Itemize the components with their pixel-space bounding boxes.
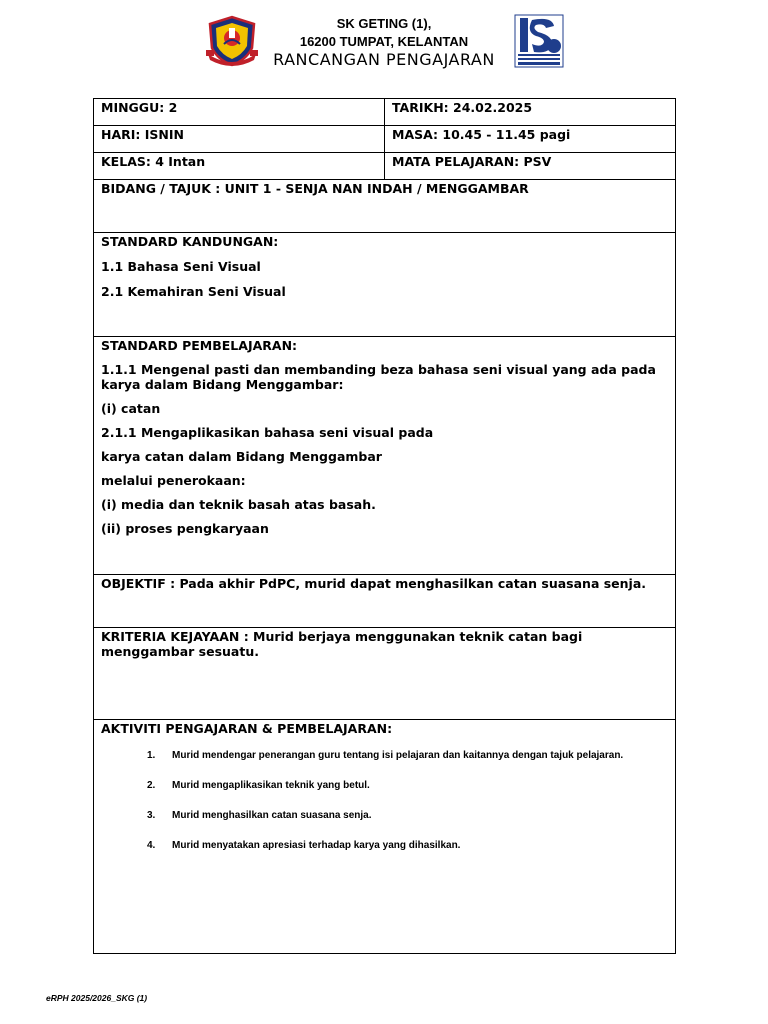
standard-kandungan-item: 2.1 Kemahiran Seni Visual [101, 284, 286, 299]
bidang-cell: BIDANG / TAJUK : UNIT 1 - SENJA NAN INDAH / MENGGAMBAR [94, 180, 676, 233]
document-header [0, 0, 768, 90]
list-item: 2. Murid mengaplikasikan teknik yang betul. [147, 780, 370, 791]
standard-pembelajaran-line: (i) catan [101, 401, 161, 416]
list-item: 4. Murid menyatakan apresiasi terhadap karya yang dihasilkan. [147, 840, 461, 851]
standard-kandungan-item: 1.1 Bahasa Seni Visual [101, 259, 261, 274]
standard-kandungan-heading: STANDARD KANDUNGAN: [101, 234, 279, 249]
standard-kandungan-cell [94, 233, 676, 337]
standard-pembelajaran-heading: STANDARD PEMBELAJARAN: [101, 338, 298, 353]
standard-pembelajaran-line: 1.1.1 Mengenal pasti dan membanding beza bahasa seni visual yang ada pada karya dalam Bidang Menggambar: [101, 362, 656, 392]
aktiviti-cell [94, 720, 676, 954]
school-name: SK GETING (1), [336, 16, 432, 31]
standard-pembelajaran-line: (ii) proses pengkaryaan [101, 521, 269, 536]
hari-cell: HARI: ISNIN [94, 126, 385, 153]
ppd-25-logo [514, 14, 564, 68]
list-item: 1. Murid mendengar penerangan guru tentang isi pelajaran dan kaitannya dengan tajuk pelajaran. [147, 750, 624, 761]
kelas-cell: KELAS: 4 Intan [94, 153, 385, 180]
standard-pembelajaran-cell [94, 337, 676, 575]
standard-pembelajaran-line: karya catan dalam Bidang Menggambar [101, 449, 382, 464]
aktiviti-heading: AKTIVITI PENGAJARAN & PEMBELAJARAN: [101, 721, 393, 736]
standard-pembelajaran-line: melalui penerokaan: [101, 473, 246, 488]
kriteria-kejayaan-cell: KRITERIA KEJAYAAN : Murid berjaya menggunakan teknik catan bagi menggambar sesuatu. [94, 628, 676, 720]
lesson-plan-table [93, 98, 676, 954]
standard-pembelajaran-line: (i) media dan teknik basah atas basah. [101, 497, 376, 512]
list-item: 3. Murid menghasilkan catan suasana senja. [147, 810, 372, 821]
school-address: 16200 TUMPAT, KELANTAN [299, 34, 469, 49]
footer-code: eRPH 2025/2026_SKG (1) [46, 993, 148, 1003]
document-title: RANCANGAN PENGAJARAN [273, 50, 495, 69]
aktiviti-list [101, 750, 668, 852]
tarikh-cell: TARIKH: 24.02.2025 [385, 99, 676, 126]
minggu-cell: MINGGU: 2 [94, 99, 385, 126]
masa-cell: MASA: 10.45 - 11.45 pagi [385, 126, 676, 153]
objektif-cell: OBJEKTIF : Pada akhir PdPC, murid dapat menghasilkan catan suasana senja. [94, 575, 676, 628]
standard-pembelajaran-line: 2.1.1 Mengaplikasikan bahasa seni visual pada [101, 425, 434, 440]
mata-pelajaran-cell: MATA PELAJARAN: PSV [385, 153, 676, 180]
